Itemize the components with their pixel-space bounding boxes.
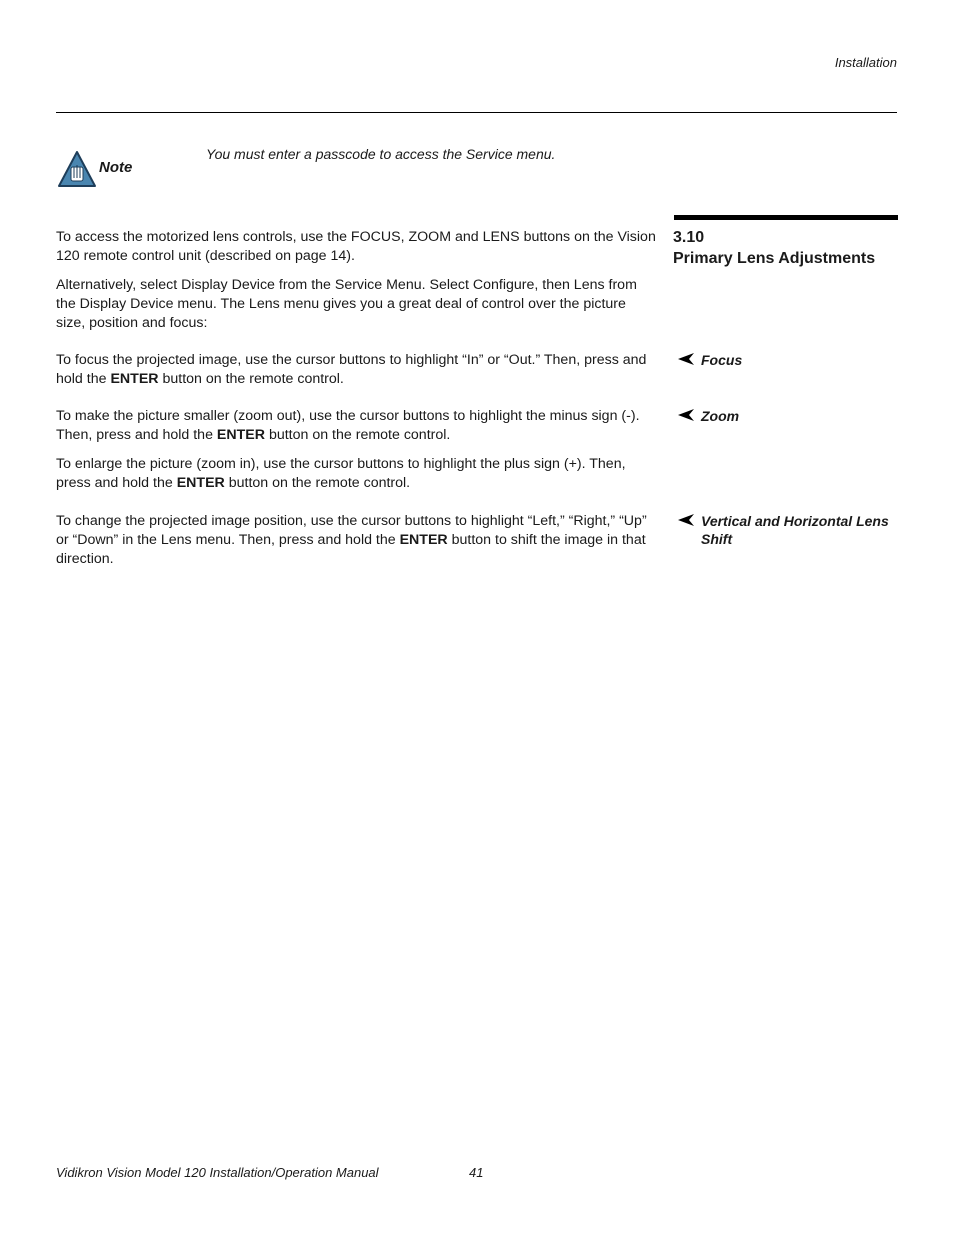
running-header: Installation: [834, 55, 897, 70]
intro-paragraph-1: To access the motorized lens controls, use the FOCUS, ZOOM and LENS buttons on the Vision 120 remote control unit (described on page 14).: [56, 229, 656, 264]
note-label: Note: [99, 159, 133, 176]
zoom-paragraph-1: To make the picture smaller (zoom out), use the cursor buttons to highlight the minus sign (-). Then, press and hold the ENTER button on the remote control.: [56, 408, 640, 443]
header-rule: [56, 112, 897, 113]
footer-manual-title: Vidikron Vision Model 120 Installation/Operation Manual: [56, 1165, 379, 1180]
footer-page-number: 41: [469, 1165, 484, 1180]
section-number: 3.10: [673, 229, 705, 246]
focus-heading: Focus: [678, 351, 898, 369]
zoom-heading: Zoom: [678, 407, 898, 425]
note-hand-icon: [57, 150, 97, 188]
zoom-paragraph-2: To enlarge the picture (zoom in), use the cursor buttons to highlight the plus sign (+). Then, press and hold the ENTER button on the remote control.: [56, 456, 626, 491]
lens-shift-paragraph: To change the projected image position, use the cursor buttons to highlight “Left,” “Right,” “Up” or “Down” in the Lens menu. Then, press and hold the ENTER button to shift the image in that direction.: [56, 513, 647, 567]
left-arrow-icon: [678, 409, 694, 421]
intro-paragraph-2: Alternatively, select Display Device from the Service Menu. Select Configure, then Lens from the Display Device menu. The Lens menu gives you a great deal of control over the picture size, position and focus:: [56, 277, 637, 331]
lens-shift-heading: Vertical and Horizontal Lens Shift: [678, 512, 898, 548]
left-arrow-icon: [678, 514, 694, 526]
note-text: You must enter a passcode to access the Service menu.: [206, 146, 556, 162]
left-arrow-icon: [678, 353, 694, 365]
focus-paragraph: To focus the projected image, use the cursor buttons to highlight “In” or “Out.” Then, press and hold the ENTER button on the remote control.: [56, 352, 647, 387]
section-title: Primary Lens Adjustments: [673, 250, 876, 267]
section-bar: [674, 215, 898, 220]
